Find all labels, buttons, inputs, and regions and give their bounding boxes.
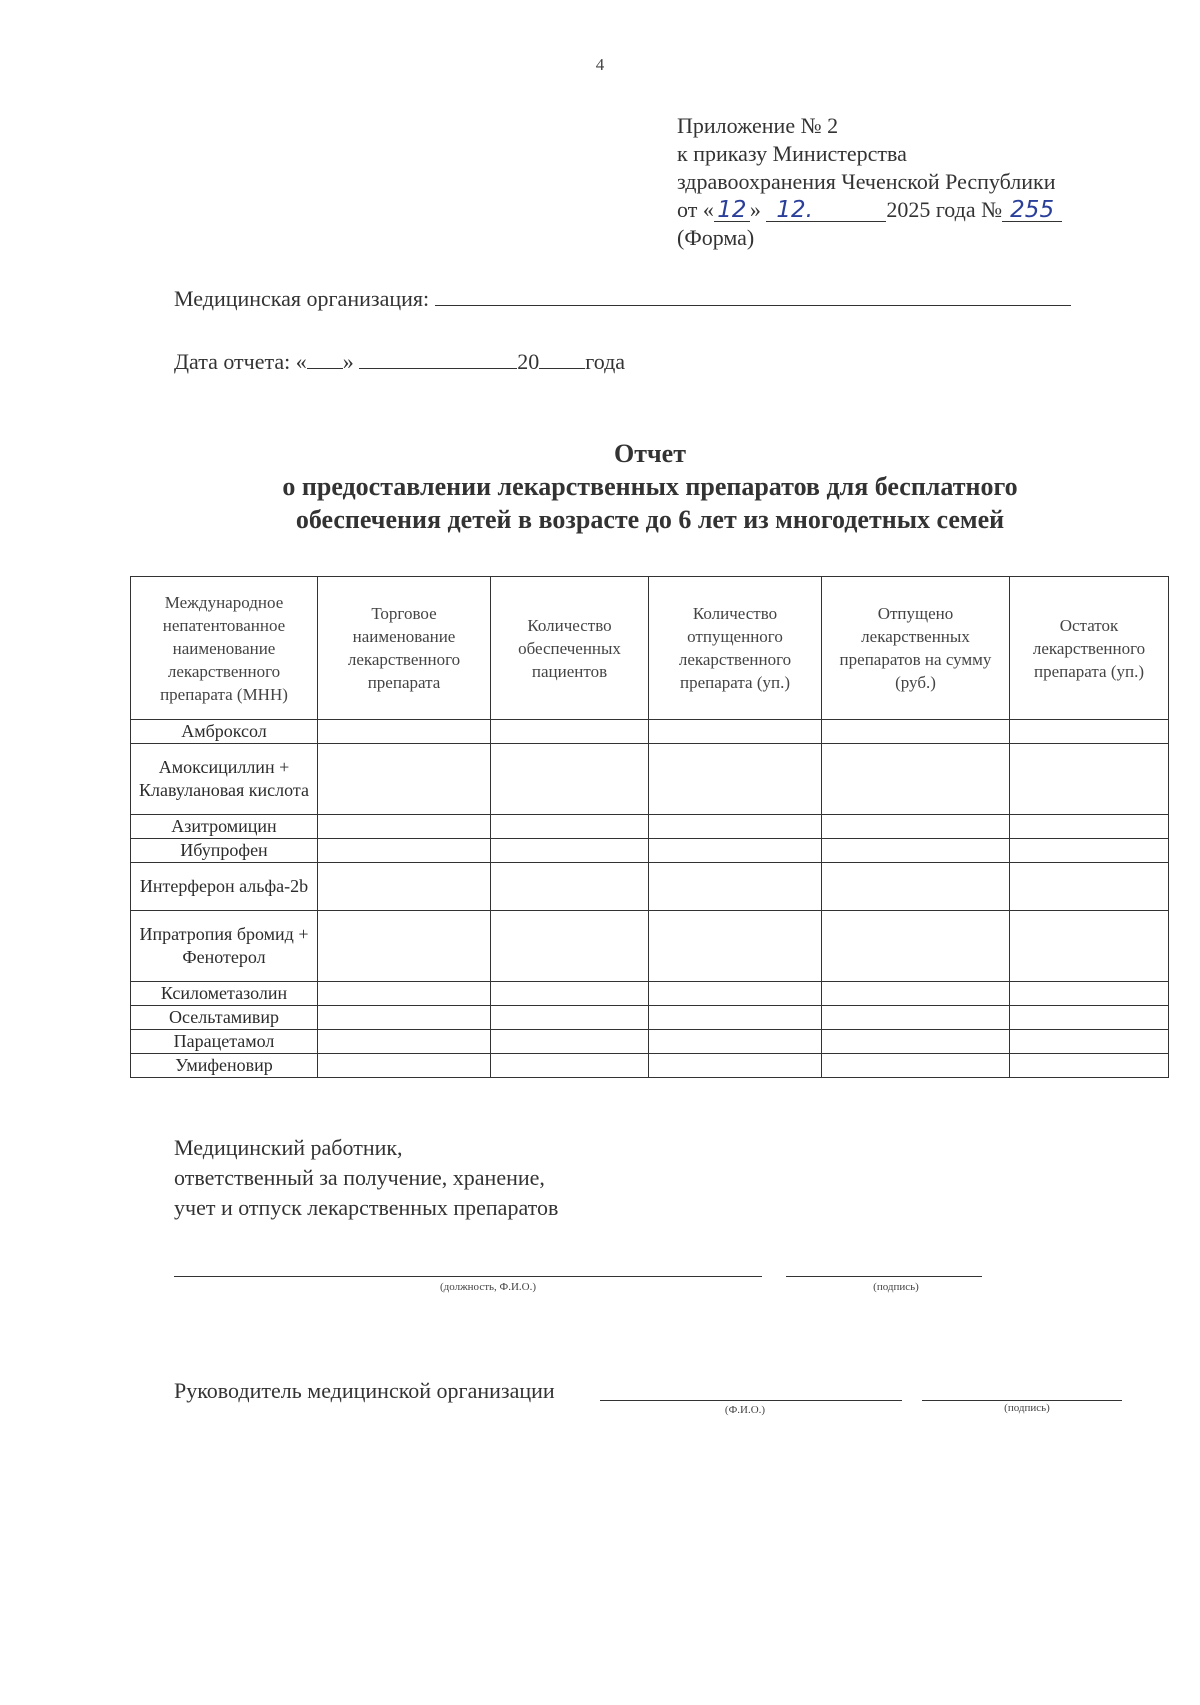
handwritten-day: 12 <box>714 199 750 222</box>
empty-cell <box>491 911 649 982</box>
head-label: Руководитель медицинской организации <box>174 1378 555 1403</box>
head-signature-line <box>922 1400 1122 1401</box>
empty-cell <box>1010 982 1169 1006</box>
table-row <box>131 1054 1169 1078</box>
appendix-date-line <box>677 196 1062 224</box>
responsible-signature-caption: (подпись) <box>873 1281 919 1293</box>
empty-cell <box>318 863 491 911</box>
responsible-line-3: учет и отпуск лекарственных препаратов <box>174 1195 559 1220</box>
position-fio-line <box>174 1276 762 1277</box>
empty-cell <box>649 720 822 744</box>
header-inn: Международное непатентованное наименование лекарственного препарата (МНН) <box>131 577 318 720</box>
empty-cell <box>649 1030 822 1054</box>
appendix-line-2: к приказу Министерства <box>677 141 907 166</box>
empty-cell <box>491 1054 649 1078</box>
header-patients-count: Количество обеспеченных пациентов <box>491 577 649 720</box>
organization-label: Медицинская организация: <box>174 286 430 311</box>
report-date-suffix: года <box>585 349 626 374</box>
empty-cell <box>1010 1030 1169 1054</box>
title-line-2: о предоставлении лекарственных препаратов для бесплатного <box>282 472 1018 501</box>
date-mid: » <box>749 197 761 222</box>
empty-cell <box>318 911 491 982</box>
empty-cell <box>491 1006 649 1030</box>
organization-line <box>174 286 1071 312</box>
empty-cell <box>318 1006 491 1030</box>
header-trade-name: Торговое наименование лекарственного препарата <box>318 577 491 720</box>
report-date-prefix: Дата отчета: « <box>174 349 307 374</box>
empty-cell <box>649 982 822 1006</box>
table-row <box>131 815 1169 839</box>
drug-name-cell: Ибупрофен <box>131 839 318 863</box>
report-day-blank <box>307 350 343 369</box>
drug-name-cell: Осельтамивир <box>131 1006 318 1030</box>
head-fio-line <box>600 1400 902 1401</box>
empty-cell <box>1010 1006 1169 1030</box>
table-row <box>131 911 1169 982</box>
empty-cell <box>822 815 1010 839</box>
empty-cell <box>822 839 1010 863</box>
empty-cell <box>491 982 649 1006</box>
position-fio-caption: (должность, Ф.И.О.) <box>439 1281 537 1293</box>
empty-cell <box>318 815 491 839</box>
empty-cell <box>822 744 1010 815</box>
empty-cell <box>822 982 1010 1006</box>
table-row <box>131 839 1169 863</box>
empty-cell <box>1010 863 1169 911</box>
drug-name-cell: Ксилометазолин <box>131 982 318 1006</box>
empty-cell <box>1010 744 1169 815</box>
empty-cell <box>318 1054 491 1078</box>
table-row <box>131 1006 1169 1030</box>
empty-cell <box>491 839 649 863</box>
empty-cell <box>649 839 822 863</box>
medication-table <box>130 576 1169 1078</box>
table-row <box>131 720 1169 744</box>
responsible-line-1: Медицинский работник, <box>174 1135 403 1160</box>
empty-cell <box>649 744 822 815</box>
empty-cell <box>318 839 491 863</box>
handwritten-month: 12. <box>766 199 886 222</box>
title-line-1: Отчет <box>614 439 686 468</box>
drug-name-cell: Амброксол <box>131 720 318 744</box>
responsible-line-2: ответственный за получение, хранение, <box>174 1165 545 1190</box>
title-line-3: обеспечения детей в возрасте до 6 лет из многодетных семей <box>295 505 1005 534</box>
empty-cell <box>822 1006 1010 1030</box>
report-date-line <box>174 349 625 375</box>
empty-cell <box>1010 720 1169 744</box>
empty-cell <box>491 815 649 839</box>
header-dispensed-quantity: Количество отпущенного лекарственного препарата (уп.) <box>649 577 822 720</box>
table-row <box>131 982 1169 1006</box>
responsible-worker-block <box>174 1133 558 1223</box>
empty-cell <box>822 911 1010 982</box>
empty-cell <box>649 815 822 839</box>
report-date-century: 20 <box>517 349 540 374</box>
responsible-signature-line <box>786 1276 982 1277</box>
form-label: (Форма) <box>677 225 755 250</box>
empty-cell <box>822 1030 1010 1054</box>
empty-cell <box>491 720 649 744</box>
empty-cell <box>649 911 822 982</box>
empty-cell <box>318 744 491 815</box>
report-month-blank <box>359 350 517 369</box>
table-row <box>131 744 1169 815</box>
head-fio-caption: (Ф.И.О.) <box>724 1404 766 1416</box>
empty-cell <box>649 1006 822 1030</box>
empty-cell <box>491 1030 649 1054</box>
page-number: 4 <box>595 55 605 74</box>
drug-name-cell: Парацетамол <box>131 1030 318 1054</box>
handwritten-order-number: 255 <box>1002 199 1062 222</box>
header-remaining: Остаток лекарственного препарата (уп.) <box>1010 577 1169 720</box>
table-row <box>131 1030 1169 1054</box>
empty-cell <box>491 863 649 911</box>
drug-name-cell: Азитромицин <box>131 815 318 839</box>
empty-cell <box>1010 1054 1169 1078</box>
empty-cell <box>1010 815 1169 839</box>
header-dispensed-sum: Отпущено лекарственных препаратов на сумму (руб.) <box>822 577 1010 720</box>
drug-name-cell: Умифеновир <box>131 1054 318 1078</box>
organization-blank <box>435 287 1071 306</box>
empty-cell <box>318 982 491 1006</box>
report-date-mid: » <box>342 349 354 374</box>
empty-cell <box>822 1054 1010 1078</box>
appendix-line-3: здравоохранения Чеченской Республики <box>677 169 1056 194</box>
empty-cell <box>1010 839 1169 863</box>
appendix-line-1: Приложение № 2 <box>677 113 839 138</box>
empty-cell <box>822 720 1010 744</box>
head-line <box>174 1378 555 1404</box>
report-year-blank <box>539 350 585 369</box>
appendix-block <box>677 112 1062 252</box>
empty-cell <box>649 1054 822 1078</box>
empty-cell <box>318 1030 491 1054</box>
head-signature-caption: (подпись) <box>1004 1402 1050 1414</box>
drug-name-cell: Амоксициллин + Клавулановая кислота <box>131 744 318 815</box>
date-year-text: 2025 года № <box>886 197 1003 222</box>
empty-cell <box>822 863 1010 911</box>
drug-name-cell: Интерферон альфа-2b <box>131 863 318 911</box>
empty-cell <box>1010 911 1169 982</box>
date-prefix: от « <box>677 197 714 222</box>
empty-cell <box>649 863 822 911</box>
table-row <box>131 863 1169 911</box>
report-title <box>0 437 1200 536</box>
empty-cell <box>491 744 649 815</box>
drug-name-cell: Ипратропия бромид + Фенотерол <box>131 911 318 982</box>
empty-cell <box>318 720 491 744</box>
table-header-row <box>131 577 1169 720</box>
